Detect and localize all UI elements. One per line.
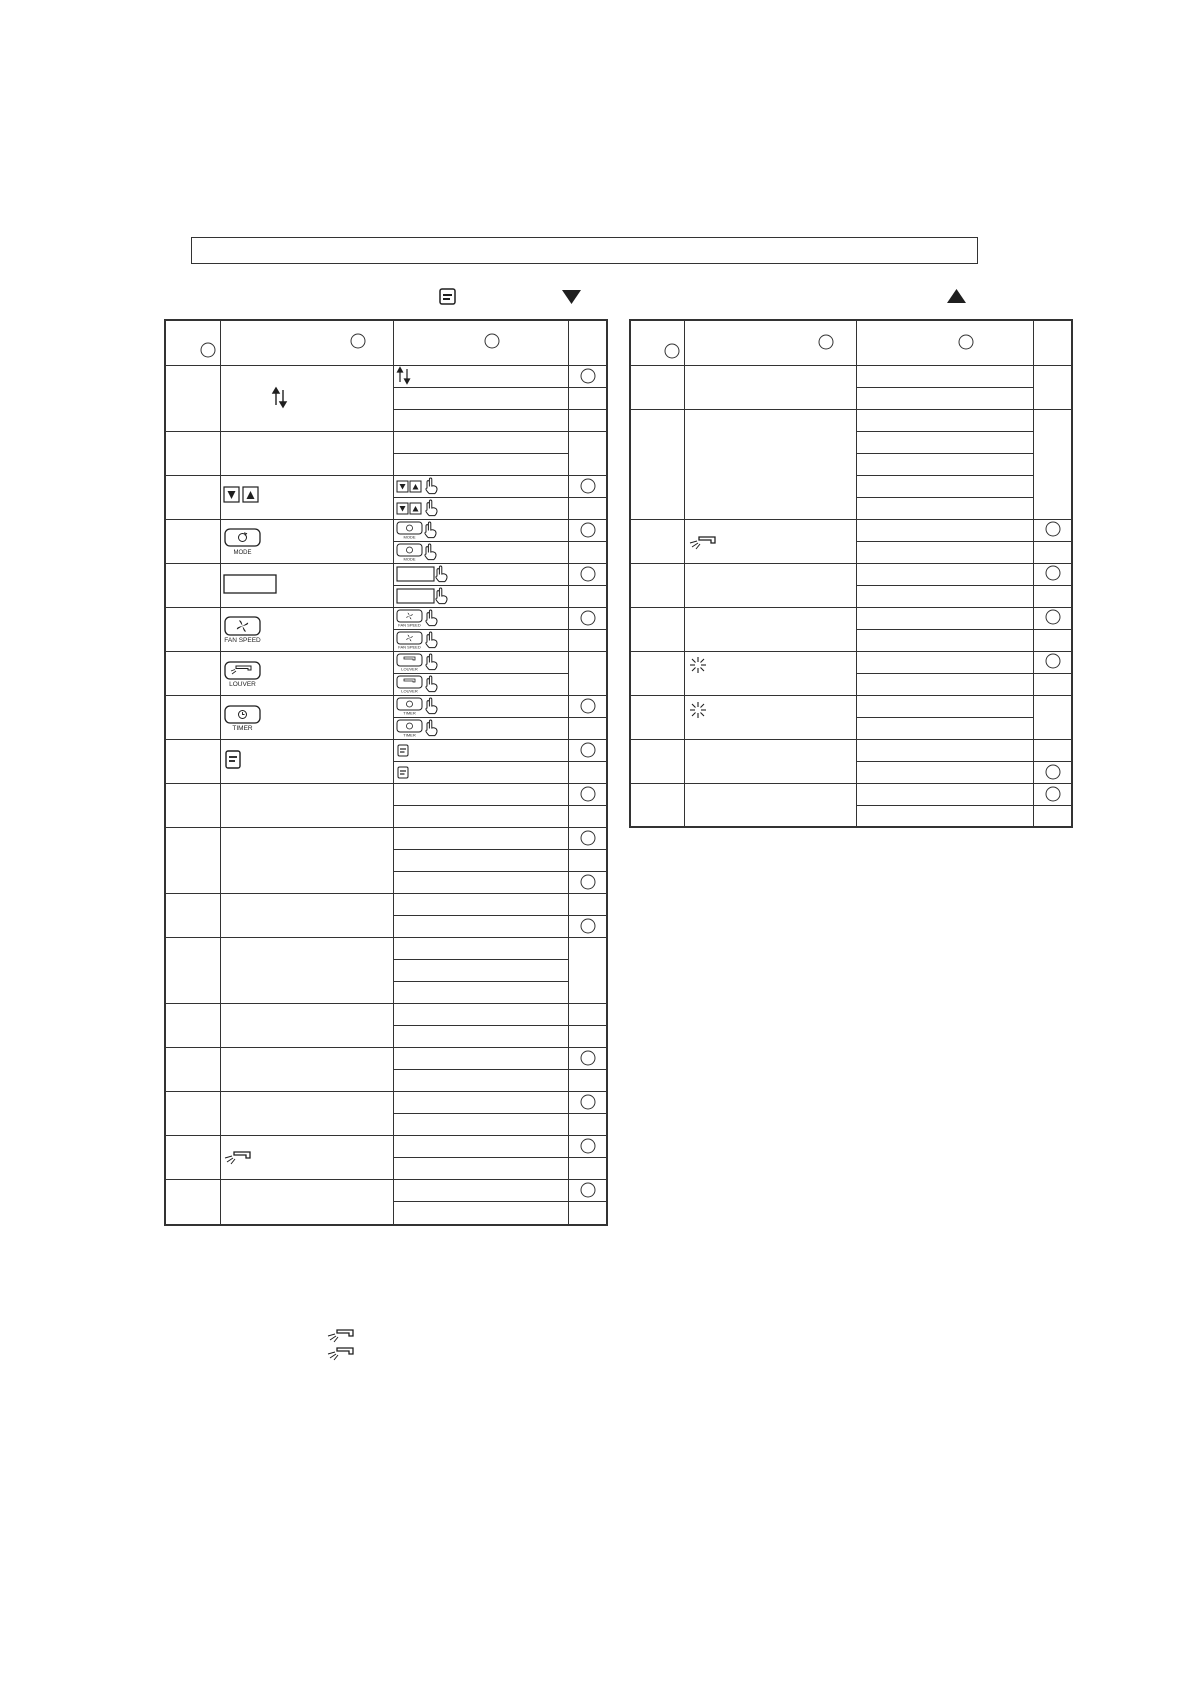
blank-button-icon: [397, 589, 434, 603]
timer-small-label: TIMER: [403, 732, 416, 738]
memo-icon: [440, 289, 455, 304]
left-table: [165, 320, 607, 1225]
pointing-hand-icon: [425, 522, 436, 538]
header-circle: [665, 344, 679, 358]
down-up-buttons-icon: [397, 503, 421, 514]
timer-button-icon: [397, 720, 422, 732]
memo-icon: [226, 751, 240, 768]
timer-small-label: TIMER: [403, 710, 416, 716]
right-table: [630, 320, 1072, 827]
mode-small-label: MODE: [403, 556, 416, 562]
pointing-hand-icon: [426, 698, 437, 714]
triangle-up-icon: [947, 289, 966, 303]
pointing-hand-icon: [426, 676, 437, 692]
fan-speed-small-label: FAN SPEED: [398, 644, 421, 650]
louver-button-icon: [225, 662, 260, 679]
fan-speed-button-icon: [397, 632, 422, 644]
pointing-hand-icon: [436, 566, 447, 582]
louver-button-icon: [397, 676, 422, 688]
timer-button-icon: [225, 706, 260, 723]
pointing-hand-icon: [436, 588, 447, 604]
pointing-hand-icon: [426, 610, 437, 626]
pointing-hand-icon: [426, 720, 437, 736]
fan-speed-button-icon: [397, 610, 422, 622]
mode-button-icon: [397, 522, 422, 534]
memo-icon: [398, 745, 408, 756]
pointing-hand-icon: [426, 500, 437, 516]
louver-small-label: LOUVER: [401, 688, 418, 694]
pointing-hand-icon: [426, 632, 437, 648]
blank-button-icon: [224, 575, 276, 593]
timer-button-icon: [397, 698, 422, 710]
pointing-hand-icon: [426, 654, 437, 670]
louver-label: LOUVER: [229, 681, 256, 688]
blank-button-icon: [397, 567, 434, 581]
fan-speed-small-label: FAN SPEED: [398, 622, 421, 628]
header-circle: [819, 335, 833, 349]
flashing-indicator-icon: [690, 702, 706, 718]
louver-button-icon: [397, 654, 422, 666]
header-circle: [959, 335, 973, 349]
louver-flap-icon: [225, 1152, 250, 1164]
down-up-buttons-icon: [224, 487, 258, 502]
mode-button-icon: [397, 544, 422, 556]
header-circle: [201, 343, 215, 357]
flashing-indicator-icon: [690, 657, 706, 673]
fan-speed-button-icon: [225, 617, 260, 635]
header-circle: [351, 334, 365, 348]
louver-flap-icon: [328, 1348, 353, 1360]
fan-speed-label: FAN SPEED: [224, 637, 261, 644]
memo-icon: [398, 767, 408, 778]
mode-button-icon: [225, 529, 260, 546]
pointing-hand-icon: [426, 478, 437, 494]
pointing-hand-icon: [425, 544, 436, 560]
mode-label: MODE: [233, 550, 252, 556]
louver-flap-icon: [328, 1330, 353, 1342]
timer-label: TIMER: [232, 725, 253, 732]
down-up-buttons-icon: [397, 481, 421, 492]
up-down-arrows-icon: [273, 388, 286, 407]
mode-small-label: MODE: [403, 534, 416, 540]
up-down-arrows-icon: [398, 368, 410, 384]
triangle-down-icon: [562, 290, 581, 304]
louver-flap-icon: [690, 537, 715, 549]
header-circle: [485, 334, 499, 348]
louver-small-label: LOUVER: [401, 666, 418, 672]
